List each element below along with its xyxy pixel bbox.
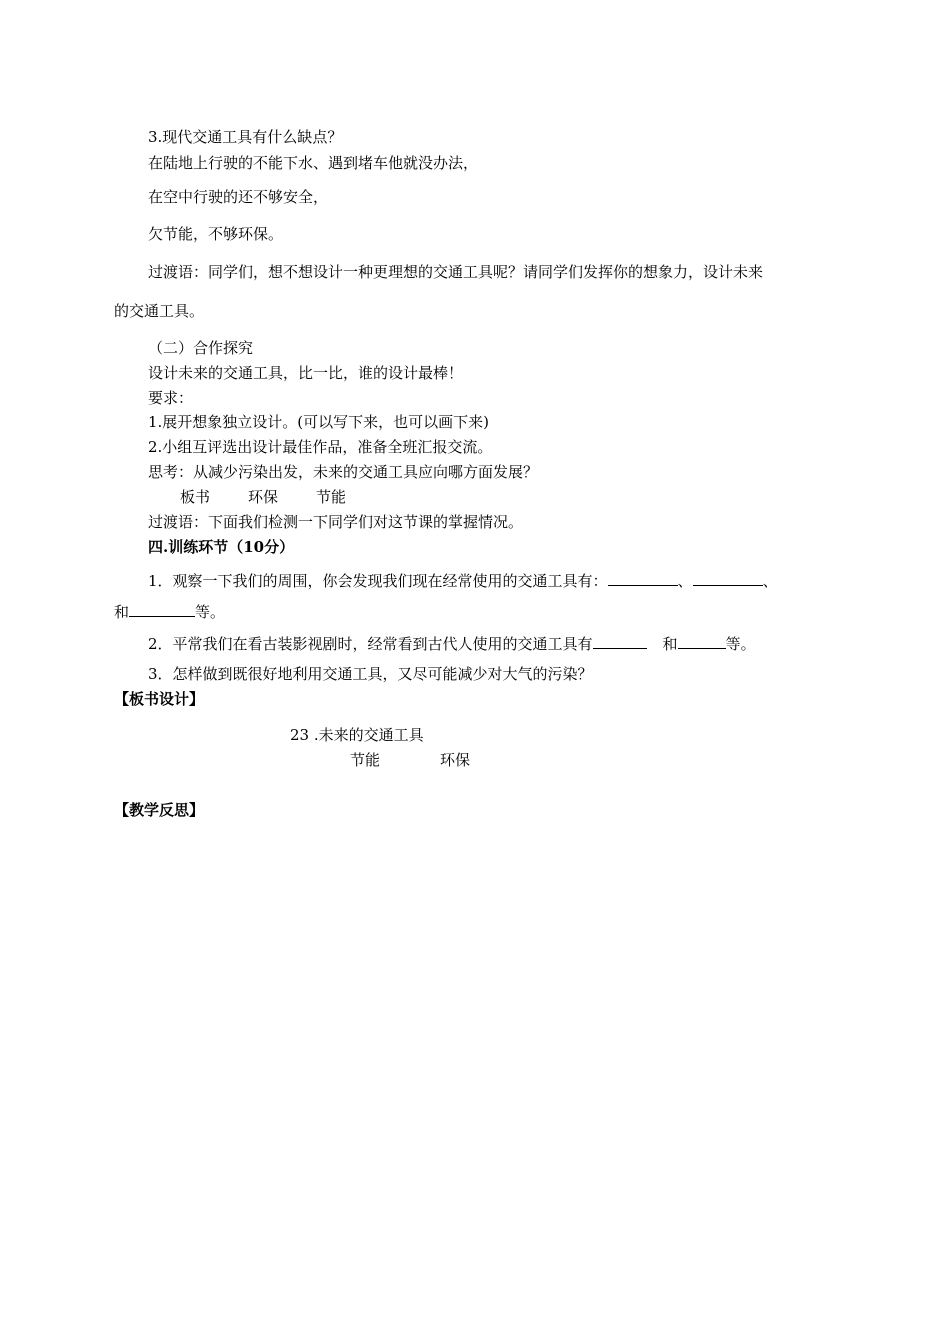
air-drawback: 在空中行驶的还不够安全， bbox=[148, 188, 329, 206]
design-task: 设计未来的交通工具，比一比，谁的设计最棒！ bbox=[148, 364, 464, 382]
exercise-2-and: 和 bbox=[662, 635, 678, 653]
board-design-heading: 【板书设计】 bbox=[114, 690, 205, 708]
exercise-1-text: 1．观察一下我们的周围，你会发现我们现在经常使用的交通工具有： bbox=[148, 572, 608, 590]
exercise-3: 3．怎样做到既很好地利用交通工具，又尽可能减少对大气的污染？ bbox=[148, 665, 593, 683]
exercise-2-blank-2[interactable] bbox=[678, 633, 726, 649]
requirement-2: 2.小组互评选出设计最佳作品，准备全班汇报交流。 bbox=[148, 438, 493, 456]
exercise-1-blank-2[interactable] bbox=[693, 570, 763, 586]
exercise-2-text: 2．平常我们在看古装影视剧时，经常看到古代人使用的交通工具有 bbox=[148, 635, 593, 653]
thinking-question: 思考：从减少污染出发，未来的交通工具应向哪方面发展？ bbox=[148, 463, 539, 481]
board-eco: 环保 bbox=[248, 488, 279, 506]
exercise-2 bbox=[148, 633, 756, 654]
exercise-1-separator-1: 、 bbox=[677, 572, 693, 590]
energy-drawback: 欠节能，不够环保。 bbox=[148, 225, 284, 243]
teaching-reflection-heading: 【教学反思】 bbox=[114, 801, 205, 819]
requirement-1: 1.展开想象独立设计。(可以写下来，也可以画下来) bbox=[148, 413, 490, 431]
board-design-energy: 节能 bbox=[350, 751, 381, 769]
question-3: 3.现代交通工具有什么缺点？ bbox=[148, 128, 343, 146]
exercise-1-blank-1[interactable] bbox=[608, 570, 678, 586]
transition-1-line-b: 的交通工具。 bbox=[114, 302, 205, 320]
exercise-2-blank-1[interactable] bbox=[593, 633, 647, 649]
exercise-1-line-a bbox=[148, 570, 778, 591]
exercise-2-end: 等。 bbox=[725, 635, 756, 653]
board-energy: 节能 bbox=[316, 488, 347, 506]
exercise-1-line-b bbox=[114, 601, 225, 622]
land-drawback: 在陆地上行驶的不能下水、遇到堵车他就没办法， bbox=[148, 154, 479, 172]
transition-1-line-a: 过渡语：同学们，想不想设计一种更理想的交通工具呢？请同学们发挥你的想象力，设计未来 bbox=[148, 263, 764, 281]
board-label: 板书 bbox=[180, 488, 211, 506]
exercise-1-blank-3[interactable] bbox=[129, 601, 195, 617]
training-heading: 四.训练环节（10分） bbox=[148, 538, 295, 556]
board-design-eco: 环保 bbox=[440, 751, 471, 769]
board-design-title: 23 .未来的交通工具 bbox=[290, 726, 424, 744]
transition-2: 过渡语：下面我们检测一下同学们对这节课的掌握情况。 bbox=[148, 513, 524, 531]
cooperative-inquiry-heading: （二）合作探究 bbox=[148, 339, 254, 357]
requirement-label: 要求： bbox=[148, 389, 194, 407]
exercise-1-end: 等。 bbox=[195, 603, 226, 621]
exercise-1-and: 和 bbox=[114, 603, 130, 621]
exercise-1-separator-2: 、 bbox=[762, 572, 778, 590]
